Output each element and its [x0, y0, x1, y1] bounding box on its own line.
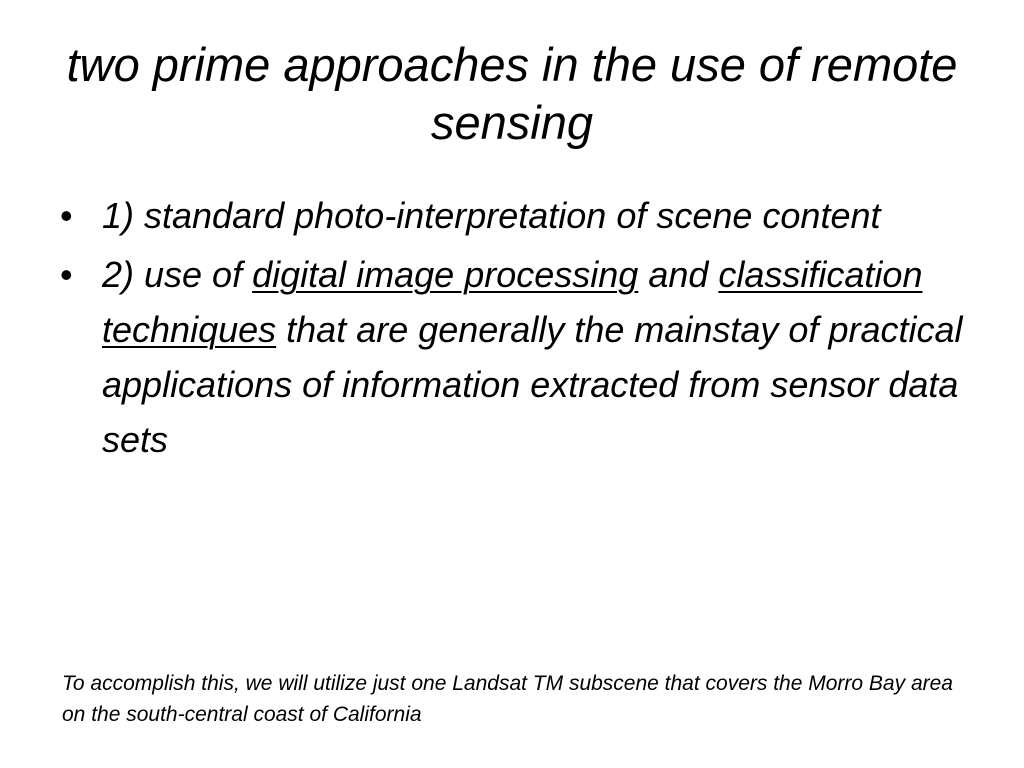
slide-title: two prime approaches in the use of remote sensing	[66, 38, 958, 149]
bullet-item-1	[60, 188, 970, 243]
footnote: To accomplish this, we will utilize just one Landsat TM subscene that covers the Morro Bay area on the south-central coast of California	[62, 672, 953, 726]
bullet-text-part: that are generally the mainstay of practical applications of information extracted from sensor data sets	[102, 309, 963, 460]
bullet-text: 1) standard photo-interpretation of scene content	[102, 195, 881, 236]
bullet-item-2	[60, 247, 970, 467]
bullet-text-part: 2) use of	[102, 254, 253, 295]
bullet-marker: •	[60, 254, 73, 295]
digital-image-processing-link[interactable]: digital image processing	[252, 254, 639, 295]
bullet-marker: •	[60, 195, 73, 236]
bullet-list	[60, 188, 970, 471]
bullet-text-part: and	[638, 254, 719, 295]
classification-techniques-link[interactable]: classification techniques	[102, 254, 923, 350]
